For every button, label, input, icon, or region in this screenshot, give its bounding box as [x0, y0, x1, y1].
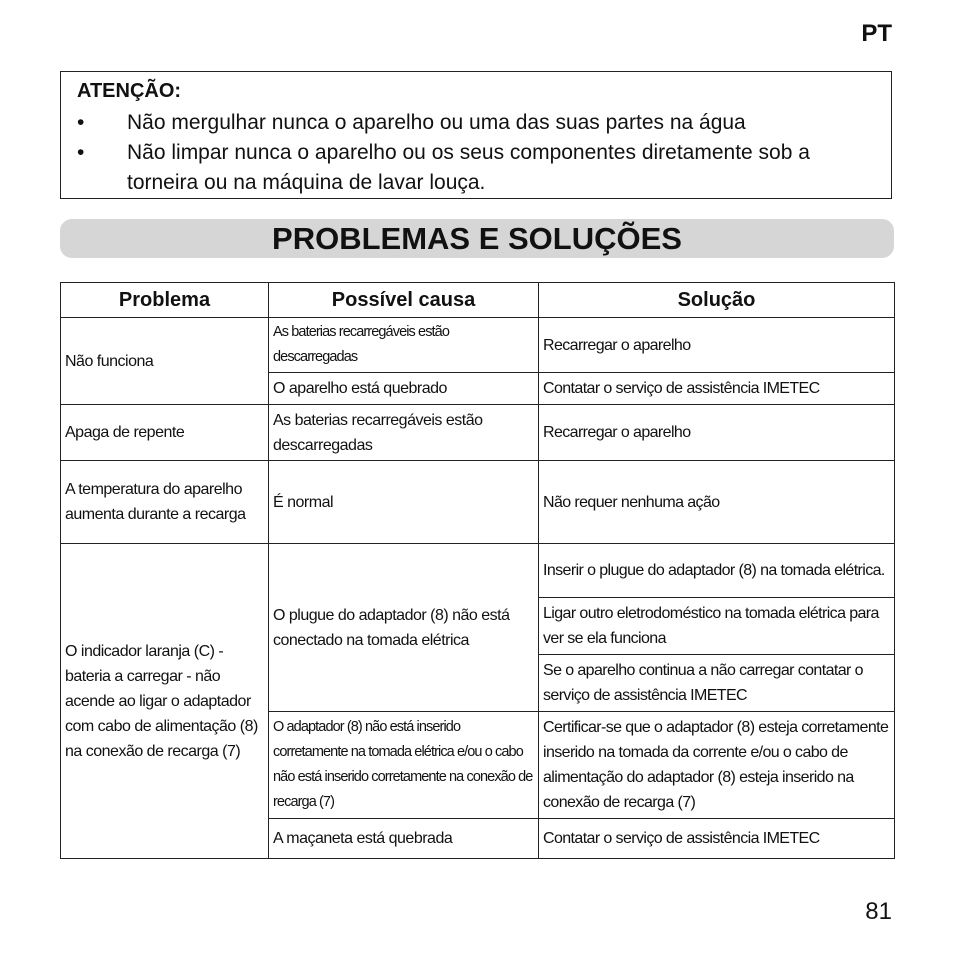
problem-cell: O indicador laranja (C) - bateria a carregar - não acende ao ligar o adaptador com cabo de alimentação (8) na conexão de recarga (7) [61, 544, 269, 859]
cause-cell: As baterias recarregáveis estão descarregadas [269, 405, 539, 461]
solution-cell: Contatar o serviço de assistência IMETEC [539, 373, 895, 405]
warning-box [60, 71, 892, 199]
warning-list [77, 108, 877, 198]
solution-cell: Recarregar o aparelho [539, 405, 895, 461]
troubleshooting-table [60, 282, 895, 859]
cause-cell: O plugue do adaptador (8) não está conectado na tomada elétrica [269, 544, 539, 712]
warning-item [77, 138, 877, 198]
solution-cell: Inserir o plugue do adaptador (8) na tomada elétrica. [539, 544, 895, 598]
language-label: PT [861, 20, 892, 47]
cause-cell: As baterias recarregáveis estão descarregadas [269, 318, 539, 373]
cause-cell: É normal [269, 461, 539, 544]
warning-title: ATENÇÃO: [77, 80, 182, 102]
table-header-row [61, 283, 895, 318]
solution-cell: Certificar-se que o adaptador (8) esteja corretamente inserido na tomada da corrente e/ou o cabo de alimentação do adaptador (8) esteja inserido na conexão de recarga (7) [539, 712, 895, 819]
bullet-icon: • [77, 141, 85, 164]
cause-cell: O adaptador (8) não está inserido corretamente na tomada elétrica e/ou o cabo não está inserido corretamente na conexão de recarga (7) [269, 712, 539, 819]
problem-cell: Apaga de repente [61, 405, 269, 461]
column-header-solution: Solução [539, 283, 895, 318]
bullet-icon: • [77, 111, 85, 134]
problem-cell: A temperatura do aparelho aumenta durante a recarga [61, 461, 269, 544]
table-row [61, 405, 895, 461]
section-title: PROBLEMAS E SOLUÇÕES [60, 219, 894, 258]
warning-item-text: Não mergulhar nunca o aparelho ou uma das suas partes na água [127, 111, 746, 134]
table-row [61, 318, 895, 373]
cause-cell: A maçaneta está quebrada [269, 819, 539, 859]
table-row [61, 544, 895, 598]
solution-cell: Contatar o serviço de assistência IMETEC [539, 819, 895, 859]
solution-cell: Não requer nenhuma ação [539, 461, 895, 544]
warning-item-text: Não limpar nunca o aparelho ou os seus componentes diretamente sob a torneira ou na máquina de lavar louça. [127, 141, 810, 194]
solution-cell: Recarregar o aparelho [539, 318, 895, 373]
page-number: 81 [865, 898, 892, 925]
solution-cell: Se o aparelho continua a não carregar contatar o serviço de assistência IMETEC [539, 655, 895, 712]
problem-cell: Não funciona [61, 318, 269, 405]
column-header-cause: Possível causa [269, 283, 539, 318]
table-row [61, 461, 895, 544]
column-header-problem: Problema [61, 283, 269, 318]
solution-cell: Ligar outro eletrodoméstico na tomada elétrica para ver se ela funciona [539, 598, 895, 655]
warning-item [77, 108, 877, 138]
cause-cell: O aparelho está quebrado [269, 373, 539, 405]
